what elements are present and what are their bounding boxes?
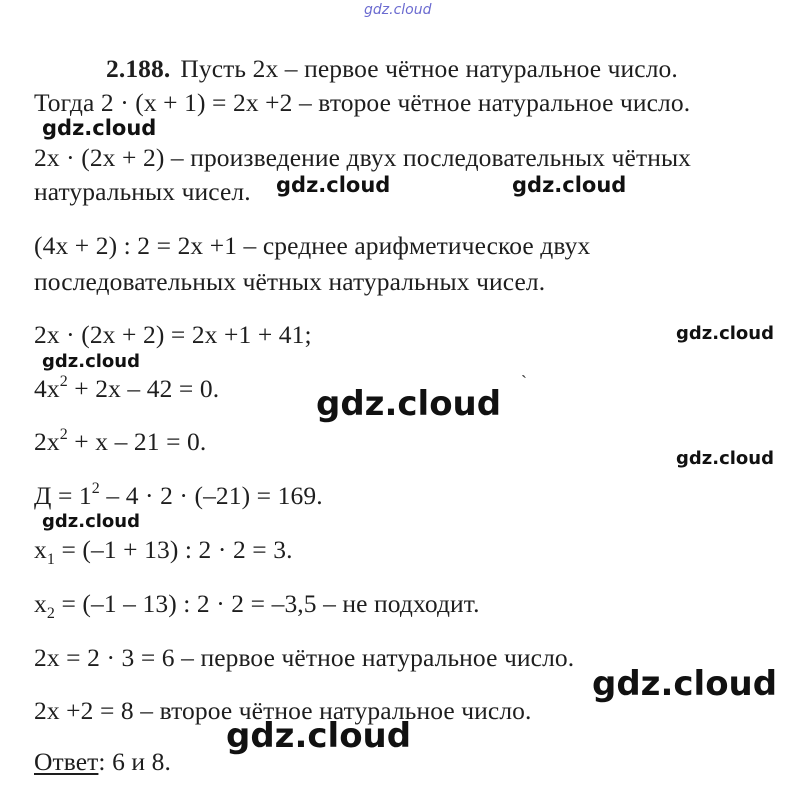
watermark: gdz.cloud bbox=[42, 116, 157, 140]
solution-line-9: $2x^2 + x - 21 = 0$. bbox=[34, 426, 207, 456]
answer-label: Ответ bbox=[34, 747, 99, 776]
exponent: 2 bbox=[91, 480, 100, 497]
problem-number: 2.188. bbox=[106, 54, 171, 83]
watermark: gdz.cloud bbox=[676, 448, 774, 469]
exponent: 2 bbox=[59, 426, 68, 443]
watermark: gdz.cloud bbox=[226, 716, 412, 756]
watermark: gdz.cloud bbox=[42, 351, 140, 372]
watermark: gdz.cloud bbox=[512, 173, 627, 197]
answer-value: : 6 и 8. bbox=[98, 747, 171, 776]
subscript: 1 bbox=[46, 551, 55, 568]
watermark: gdz.cloud bbox=[276, 173, 391, 197]
solution-line-7: 2x · (2x + 2) = 2x +1 + 41; bbox=[34, 320, 312, 349]
solution-line-3: 2x · (2x + 2) – произведение двух последовательных чётных bbox=[34, 143, 692, 172]
watermark: gdz.cloud bbox=[316, 384, 502, 424]
subscript: 2 bbox=[46, 605, 55, 622]
solution-line-2: Тогда 2 · (x + 1) = 2x +2 – второе чётное натуральное число. bbox=[34, 88, 691, 117]
solution-line-14: 2x +2 = 8 – второе чётное натуральное число. bbox=[34, 696, 532, 725]
solution-text: Пусть 2x – первое чётное натуральное число. bbox=[180, 54, 678, 83]
watermark: gdz.cloud bbox=[42, 511, 140, 532]
solution-line-5: (4x + 2) : 2 = 2x +1 – среднее арифметическое двух bbox=[34, 231, 591, 260]
solution-line-6: последовательных чётных натуральных чисел. bbox=[34, 267, 546, 296]
solution-line-1 bbox=[106, 54, 678, 84]
solution-line-11: $x_1 = (-1 + 13)$ : 2 · 2 = 3. bbox=[34, 535, 293, 568]
solution-line-10: $Д = 1^2 - 4 \cdot 2 \cdot (-21) = 169$. bbox=[34, 480, 323, 510]
watermark: gdz.cloud bbox=[592, 664, 778, 704]
solution-line-4: натуральных чисел. bbox=[34, 177, 251, 206]
solution-line-8: $4x^2 + 2x - 42 = 0$. bbox=[34, 373, 220, 403]
watermark-top: gdz.cloud bbox=[364, 2, 432, 18]
answer-line bbox=[34, 747, 171, 777]
watermark: gdz.cloud bbox=[676, 323, 774, 344]
stray-mark: ` bbox=[521, 372, 527, 392]
solution-line-13: 2x = 2 · 3 = 6 – первое чётное натуральное число. bbox=[34, 643, 575, 672]
solution-line-12: $x_2 = (-1 - 13)$ : 2 · 2 = –3,5 – не подходит. bbox=[34, 589, 480, 622]
exponent: 2 bbox=[59, 373, 68, 390]
